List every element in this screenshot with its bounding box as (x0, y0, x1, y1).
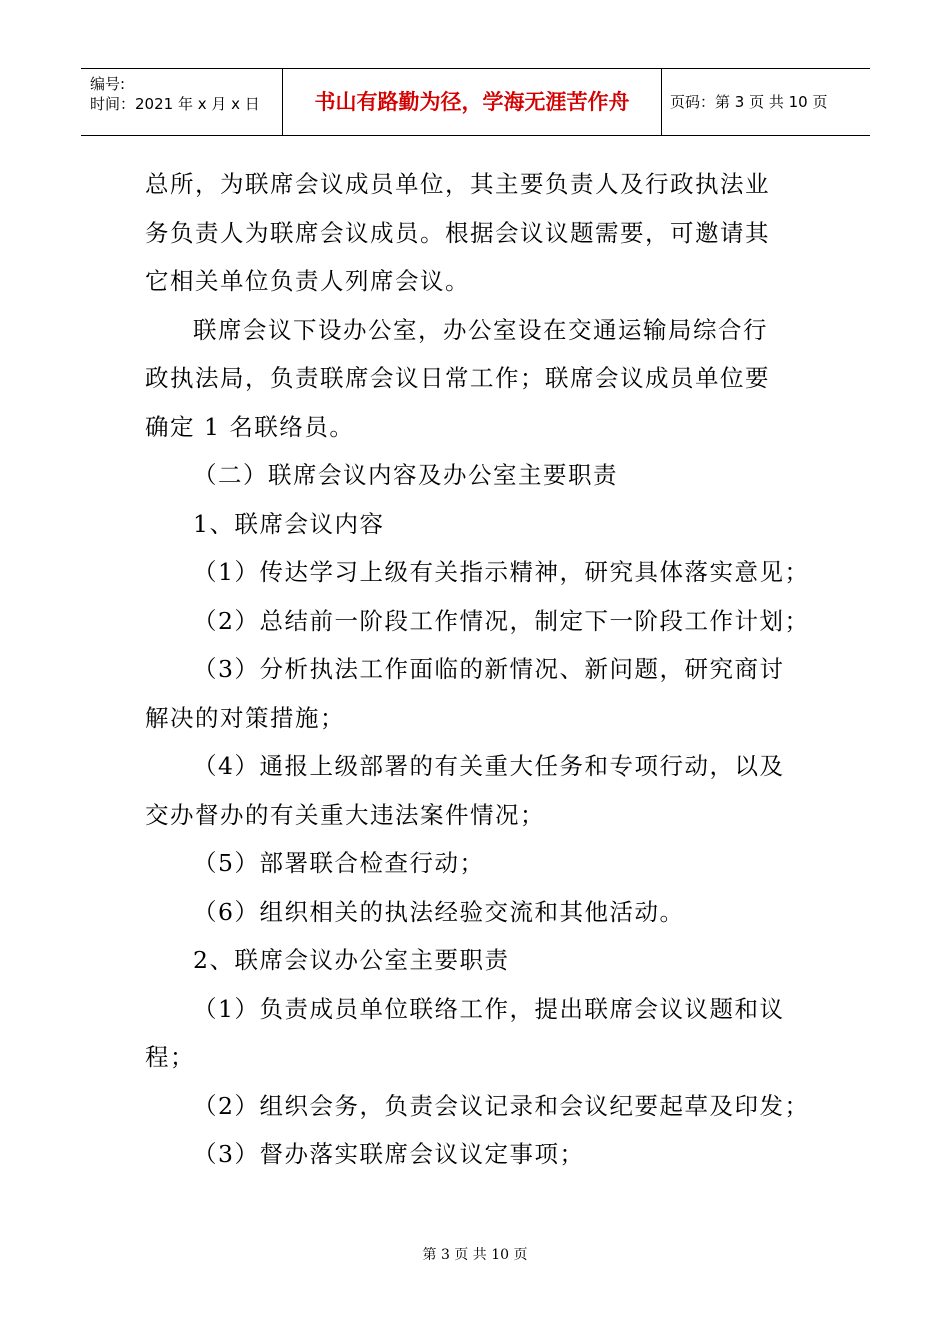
list-item-continuation: 交办督办的有关重大违法案件情况； (145, 800, 545, 829)
list-item: （2）总结前一阶段工作情况，制定下一阶段工作计划； (193, 606, 810, 635)
list-item: （3）分析执法工作面临的新情况、新问题，研究商讨 (193, 655, 785, 683)
section-heading: （二）联席会议内容及办公室主要职责 (193, 461, 618, 489)
page-footer: 第 3 页 共 10 页 (422, 1247, 528, 1263)
body-line: 联席会议下设办公室，办公室设在交通运输局综合行 (193, 315, 768, 344)
subsection-heading: 2、联席会议办公室主要职责 (193, 946, 510, 974)
body-line: 政执法局，负责联席会议日常工作；联席会议成员单位要 (145, 364, 770, 392)
header-meta-cell (81, 69, 283, 135)
body-line: 确定 1 名联络员。 (145, 412, 355, 441)
body-line: 它相关单位负责人列席会议。 (145, 267, 470, 295)
header-page-info: 页码：第 3 页 共 10 页 (670, 93, 828, 111)
list-item: （2）组织会务，负责会议记录和会议纪要起草及印发； (193, 1091, 810, 1120)
list-item: （1）负责成员单位联络工作，提出联席会议议题和议 (193, 994, 785, 1023)
header-motto: 书山有路勤为径，学海无涯苦作舟 (283, 69, 662, 135)
list-item: （6）组织相关的执法经验交流和其他活动。 (193, 897, 685, 926)
list-item-continuation: 解决的对策措施； (145, 703, 345, 732)
document-number-label: 编号: (90, 75, 126, 93)
list-item: （1）传达学习上级有关指示精神，研究具体落实意见； (193, 558, 810, 586)
list-item: （5）部署联合检查行动； (193, 849, 485, 877)
list-item-continuation: 程； (145, 1043, 195, 1071)
document-body (145, 160, 815, 1179)
page-header (81, 68, 870, 136)
list-item: （3）督办落实联席会议议定事项； (193, 1140, 585, 1168)
body-line: 总所，为联席会议成员单位，其主要负责人及行政执法业 (145, 170, 770, 198)
list-item: （4）通报上级部署的有关重大任务和专项行动，以及 (193, 752, 785, 780)
document-date-label: 时间：2021 年 x 月 x 日 (90, 95, 260, 113)
subsection-heading: 1、联席会议内容 (193, 509, 385, 538)
body-line: 务负责人为联席会议成员。根据会议议题需要，可邀请其 (145, 218, 770, 247)
